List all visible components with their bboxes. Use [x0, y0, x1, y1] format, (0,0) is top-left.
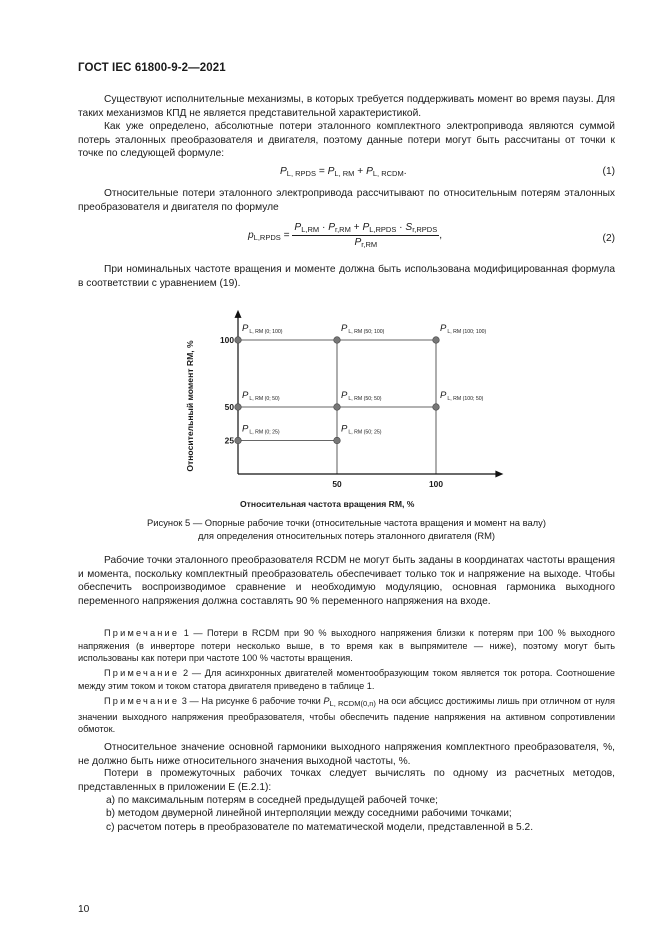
formula-2-number: (2) [602, 233, 615, 244]
chart-point [433, 337, 440, 344]
chart-y-tick-label: 100 [220, 335, 234, 345]
note-3: Примечание 3 — На рисунке 6 рабочие точки $P_{L, RCDM(0,n)}$ на оси абсцисс достижимы лишь при отличном от нуля значении выходного напряжения преобразователя, чтобы обеспечить падение напряжения на активном сопротивлении обмоток. [78, 696, 615, 735]
chart-x-tick-label: 100 [429, 479, 443, 489]
page-number: 10 [78, 904, 90, 915]
paragraph-5: Рабочие точки эталонного преобразователя RCDM не могут быть заданы в координатах частоты вращения и момента, поскольку комплектный преобразователь обеспечивает только ток и напряжение на выходе. Чтобы обеспечить воспроизводимое сравнение и необходимую модуляцию, основная гармоника выходного переменного напряжения должна составлять 90 % переменного напряжения на входе. [78, 555, 615, 607]
chart-point [334, 404, 341, 411]
paragraph-6: Относительное значение основной гармоники выходного напряжения комплектного преобразователя, %, не должно быть ниже относительного значения выходной частоты, %. [78, 742, 615, 767]
chart-point [334, 337, 341, 344]
chart-point-label: PL, RM (0; 50) [242, 390, 280, 402]
formula-1-number: (1) [602, 166, 615, 177]
chart-y-tick-label: 50 [224, 402, 234, 412]
paragraph-4: При номинальных частоте вращения и моменте должна быть использована модифицированная формула в соответствии с уравнением (19). [78, 264, 615, 289]
chart-point [334, 437, 341, 444]
paragraph-1: Существуют исполнительные механизмы, в которых требуется поддерживать момент во время паузы. Для таких механизмов КПД не является представительной характеристикой. [78, 94, 615, 119]
chart-point [235, 437, 242, 444]
paragraph-7: Потери в промежуточных рабочих точках следует вычислять по одному из расчетных методов, представленных в приложении Е (Е.2.1): [78, 768, 615, 793]
figure-caption-line-1: Рисунок 5 — Опорные рабочие точки (относительные частота вращения и момент на валу) [147, 517, 546, 528]
chart-point [235, 404, 242, 411]
paragraph-2: Как уже определено, абсолютные потери эталонного комплектного электропривода являются суммой потерь эталонных преобразователя и двигателя, поэтому данные потери могут быть рассчитаны от точки к точке по следующей формуле: [78, 121, 615, 160]
chart-x-axis-arrow [495, 471, 503, 478]
chart-point [235, 337, 242, 344]
list-item-b: b) методом двумерной линейной интерполяции между соседними рабочими точками; [106, 808, 512, 819]
chart-y-axis-label: Относительный момент RM, % [185, 340, 195, 472]
chart-point-label: PL, RM (50; 50) [341, 390, 382, 402]
note-1: Примечание 1 — Потери в RCDM при 90 % выходного напряжения близки к потерям при 100 % выходного напряжения (в инверторе потери несколько выше, в то время как в выпрямителе — ниже), поэтому могут быть использованы как потери при частоте 100 % частоты вращения. [78, 628, 615, 664]
formula-1: $P_{L, RPDS} = P_{L, RM} + P_{L, RCDM}$. [280, 166, 407, 178]
chart-point-label: PL, RM (50; 25) [341, 423, 382, 436]
chart-y-tick-label: 25 [224, 435, 234, 446]
chart-point-label: PL, RM (100; 50) [440, 390, 484, 402]
document-header: ГОСТ IEC 61800-9-2—2021 [78, 62, 226, 74]
formula-2: $p_{L,RPDS}$ = $\frac{P_{L,RM} \cdot P_{r,RM} + P_{L,RPDS} \cdot S_{r,RPDS}}{P_{r,RM}}$ , [248, 222, 443, 249]
chart-x-tick-label: 50 [332, 479, 342, 489]
figure-caption-line-2: для определения относительных потерь эталонного двигателя (RM) [197, 530, 496, 541]
chart-y-axis-arrow [235, 310, 242, 318]
chart-point-label: PL, RM (0; 25) [242, 423, 280, 436]
reference-points-chart [180, 318, 487, 514]
chart-point-label: PL, RM (0; 100) [242, 323, 283, 335]
note-2: Примечание 2 — Для асинхронных двигателей моментообразующим током является ток ротора. Соотношение между этим током и током статора двигателя приведено в таблице 1. [78, 668, 615, 691]
chart-point [433, 404, 440, 411]
chart-point-label: PL, RM (100; 100) [440, 323, 487, 335]
chart-point-label: PL, RM (50; 100) [341, 323, 385, 335]
list-item-c: с) расчетом потерь в преобразователе по математической модели, представленной в 5.2. [106, 822, 534, 833]
paragraph-3: Относительные потери эталонного электропривода рассчитывают по относительным потерям эталонных преобразователя и двигателя по формуле [78, 188, 615, 213]
list-item-a: а) по максимальным потерям в соседней предыдущей рабочей точке; [106, 795, 438, 806]
chart-x-axis-label: Относительная частота вращения RM, % [240, 499, 415, 509]
